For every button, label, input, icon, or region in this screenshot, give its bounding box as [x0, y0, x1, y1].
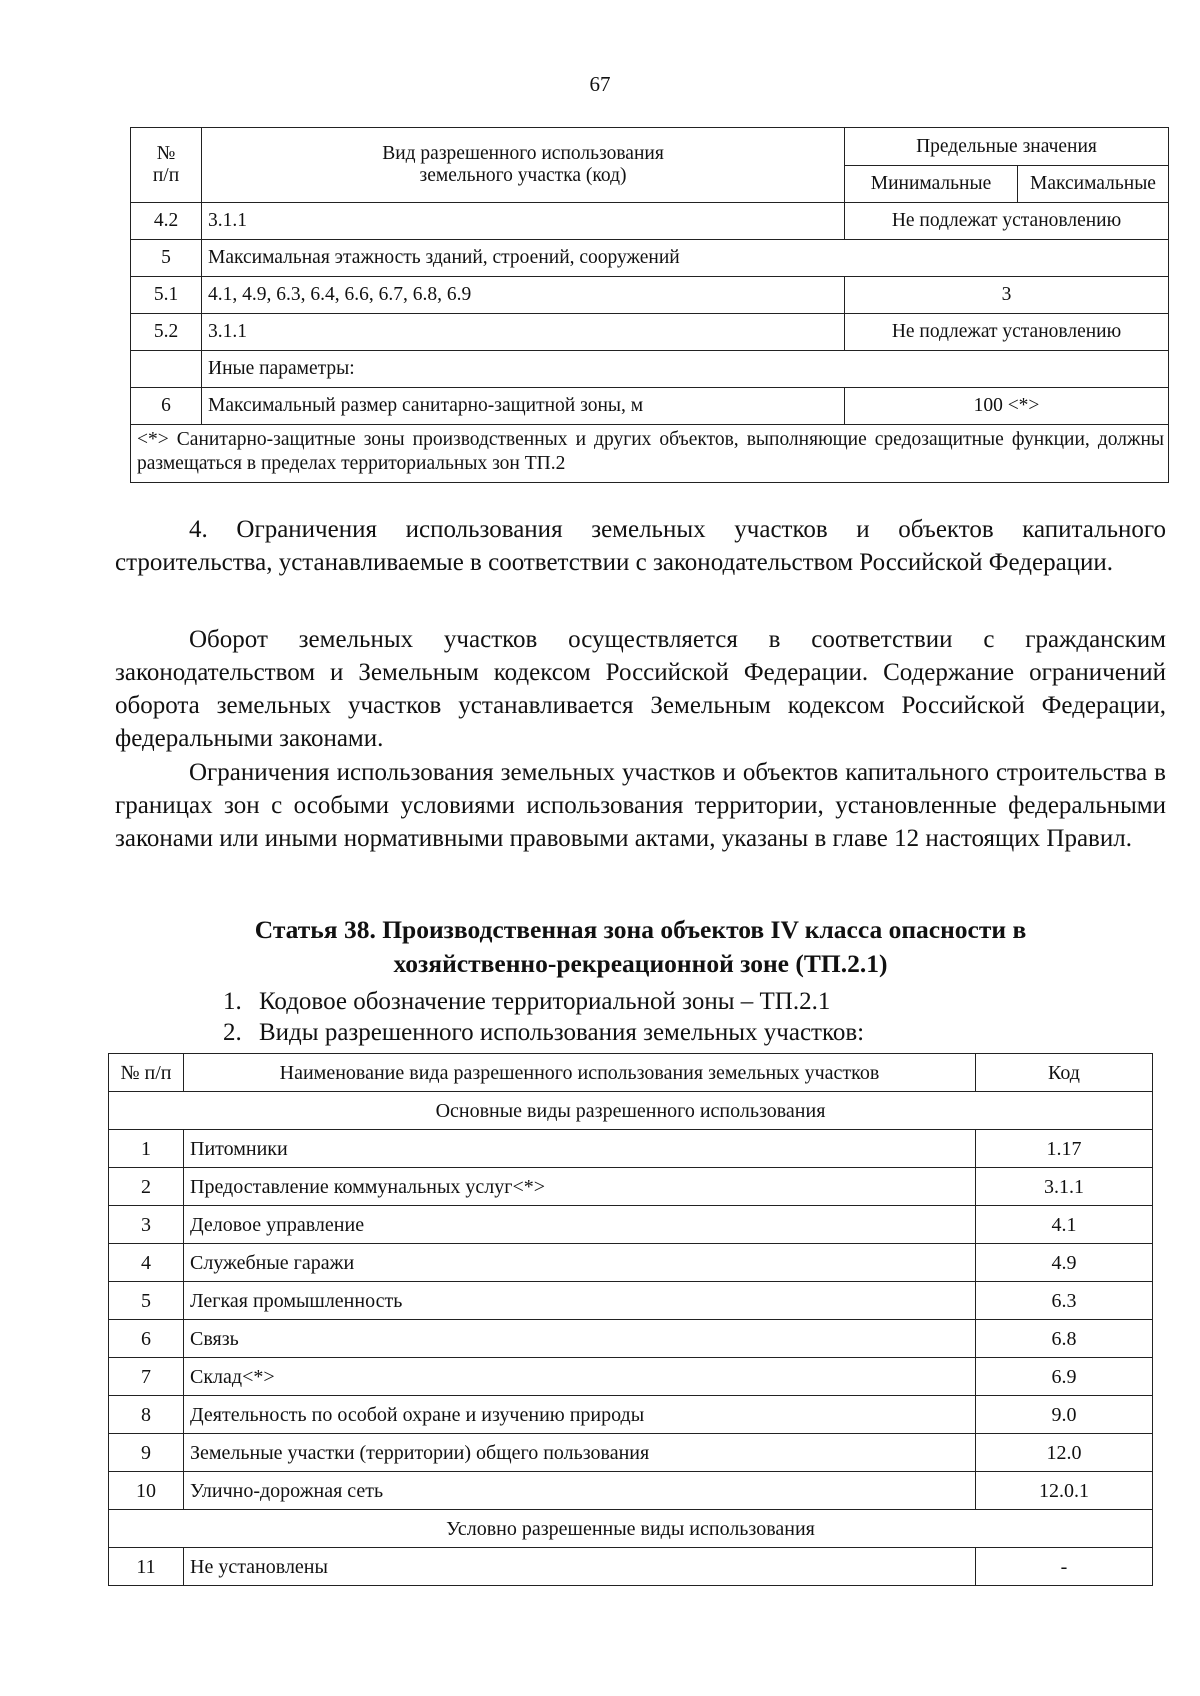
- row-code: 4.1: [976, 1206, 1153, 1244]
- row-code: 9.0: [976, 1396, 1153, 1434]
- list-item-text: Виды разрешенного использования земельных участков:: [259, 1019, 865, 1046]
- row-text: 4.1, 4.9, 6.3, 6.4, 6.6, 6.7, 6.8, 6.9: [202, 277, 845, 314]
- header-num-line2: п/п: [152, 165, 180, 186]
- paragraph-zones: [115, 756, 1166, 855]
- row-value: Не подлежат установлению: [845, 203, 1169, 240]
- section-row: [109, 1092, 1153, 1130]
- row-text: Иные параметры:: [202, 351, 1169, 388]
- row-name: Связь: [184, 1320, 976, 1358]
- row-code: 6.3: [976, 1282, 1153, 1320]
- header-num: [131, 128, 202, 203]
- row-num: 3: [109, 1206, 184, 1244]
- table-row: [131, 314, 1169, 351]
- row-name: Деловое управление: [184, 1206, 976, 1244]
- row-code: 3.1.1: [976, 1168, 1153, 1206]
- row-code: 1.17: [976, 1130, 1153, 1168]
- table-row: [131, 203, 1169, 240]
- row-num: 1: [109, 1130, 184, 1168]
- row-code: 4.9: [976, 1244, 1153, 1282]
- row-name: Земельные участки (территории) общего пользования: [184, 1434, 976, 1472]
- article-heading: [115, 913, 1166, 981]
- list-item-number: 2.: [223, 1019, 242, 1046]
- table-row: [109, 1434, 1153, 1472]
- list-item-text: Кодовое обозначение территориальной зоны – ТП.2.1: [259, 988, 831, 1015]
- section-main: Основные виды разрешенного использования: [109, 1092, 1153, 1130]
- row-code: -: [976, 1548, 1153, 1586]
- header-type-line1: Вид разрешенного использования: [382, 143, 664, 164]
- table-row: [109, 1472, 1153, 1510]
- paragraph-turnover: [115, 623, 1166, 755]
- table-row: [131, 351, 1169, 388]
- row-num: 6: [131, 388, 202, 425]
- row-text: 3.1.1: [202, 203, 845, 240]
- row-name: Деятельность по особой охране и изучению природы: [184, 1396, 976, 1434]
- row-num: 4: [109, 1244, 184, 1282]
- land-use-table: [108, 1053, 1153, 1586]
- row-name: Склад<*>: [184, 1358, 976, 1396]
- row-num: 8: [109, 1396, 184, 1434]
- list-item-number: 1.: [223, 988, 242, 1015]
- row-value: 3: [845, 277, 1169, 314]
- header-num: № п/п: [109, 1054, 184, 1092]
- paragraph-text: Ограничения использования земельных участков и объектов капитального строительства в границах зон с особыми условиями использования территории, установленные федеральными законами или иными нормативными правовыми актами, указаны в главе 12 настоящих Правил.: [115, 759, 1166, 852]
- section-conditional: Условно разрешенные виды использования: [109, 1510, 1153, 1548]
- table-row: [109, 1358, 1153, 1396]
- table-row: [109, 1548, 1153, 1586]
- row-name: Питомники: [184, 1130, 976, 1168]
- row-text: 3.1.1: [202, 314, 845, 351]
- row-text: Максимальная этажность зданий, строений, сооружений: [202, 240, 1169, 277]
- table-footnote-row: [131, 425, 1169, 483]
- header-code: Код: [976, 1054, 1153, 1092]
- table-row: [131, 277, 1169, 314]
- row-num: 10: [109, 1472, 184, 1510]
- row-name: Не установлены: [184, 1548, 976, 1586]
- row-num: 9: [109, 1434, 184, 1472]
- row-code: 12.0.1: [976, 1472, 1153, 1510]
- article-heading-line1: Статья 38. Производственная зона объектов IV класса опасности в: [254, 915, 1027, 944]
- table-row: [109, 1282, 1153, 1320]
- row-num: 7: [109, 1358, 184, 1396]
- row-num: 6: [109, 1320, 184, 1358]
- table-row: [109, 1168, 1153, 1206]
- table-row: [109, 1320, 1153, 1358]
- section-row: [109, 1510, 1153, 1548]
- paragraph-restrictions: [115, 513, 1166, 579]
- list-item: [223, 1018, 864, 1048]
- row-name: Предоставление коммунальных услуг<*>: [184, 1168, 976, 1206]
- row-code: 6.8: [976, 1320, 1153, 1358]
- row-name: Легкая промышленность: [184, 1282, 976, 1320]
- header-name: Наименование вида разрешенного использования земельных участков: [184, 1054, 976, 1092]
- row-code: 12.0: [976, 1434, 1153, 1472]
- row-num: [131, 351, 202, 388]
- article-heading-line2: хозяйственно-рекреационной зоне (ТП.2.1): [393, 949, 888, 978]
- table-row: [109, 1244, 1153, 1282]
- table-footnote: <*> Санитарно-защитные зоны производственных и других объектов, выполняющие средозащитные функции, должны размещаться в пределах территориальных зон ТП.2: [131, 425, 1169, 483]
- row-num: 5: [109, 1282, 184, 1320]
- row-num: 2: [109, 1168, 184, 1206]
- header-num-line1: №: [156, 143, 176, 164]
- paragraph-text: 4. Ограничения использования земельных участков и объектов капитального строительства, устанавливаемые в соответствии с законодательством Российской Федерации.: [115, 516, 1166, 576]
- table-header-row: [131, 128, 1169, 166]
- row-name: Улично-дорожная сеть: [184, 1472, 976, 1510]
- header-type: [202, 128, 845, 203]
- table-row: [109, 1206, 1153, 1244]
- header-min: Минимальные: [845, 166, 1018, 203]
- row-num: 11: [109, 1548, 184, 1586]
- header-max: Максимальные: [1018, 166, 1169, 203]
- paragraph-text: Оборот земельных участков осуществляется в соответствии с гражданским законодательством и Земельным кодексом Российской Федерации. Содержание ограничений оборота земельных участков устанавливается Земельным кодексом Российской Федерации, федеральными законами.: [115, 626, 1166, 752]
- row-value: Не подлежат установлению: [845, 314, 1169, 351]
- table-row: [131, 240, 1169, 277]
- list-item: [223, 987, 830, 1017]
- row-num: 5.1: [131, 277, 202, 314]
- row-name: Служебные гаражи: [184, 1244, 976, 1282]
- row-num: 4.2: [131, 203, 202, 240]
- row-text: Максимальный размер санитарно-защитной зоны, м: [202, 388, 845, 425]
- limits-table: [130, 127, 1169, 483]
- row-value: 100 <*>: [845, 388, 1169, 425]
- table-row: [109, 1396, 1153, 1434]
- table-header-row: [109, 1054, 1153, 1092]
- row-num: 5.2: [131, 314, 202, 351]
- table-row: [131, 388, 1169, 425]
- row-num: 5: [131, 240, 202, 277]
- header-limits: Предельные значения: [845, 128, 1169, 166]
- header-type-line2: земельного участка (код): [419, 165, 627, 186]
- table-row: [109, 1130, 1153, 1168]
- page-number: 67: [589, 72, 611, 96]
- row-code: 6.9: [976, 1358, 1153, 1396]
